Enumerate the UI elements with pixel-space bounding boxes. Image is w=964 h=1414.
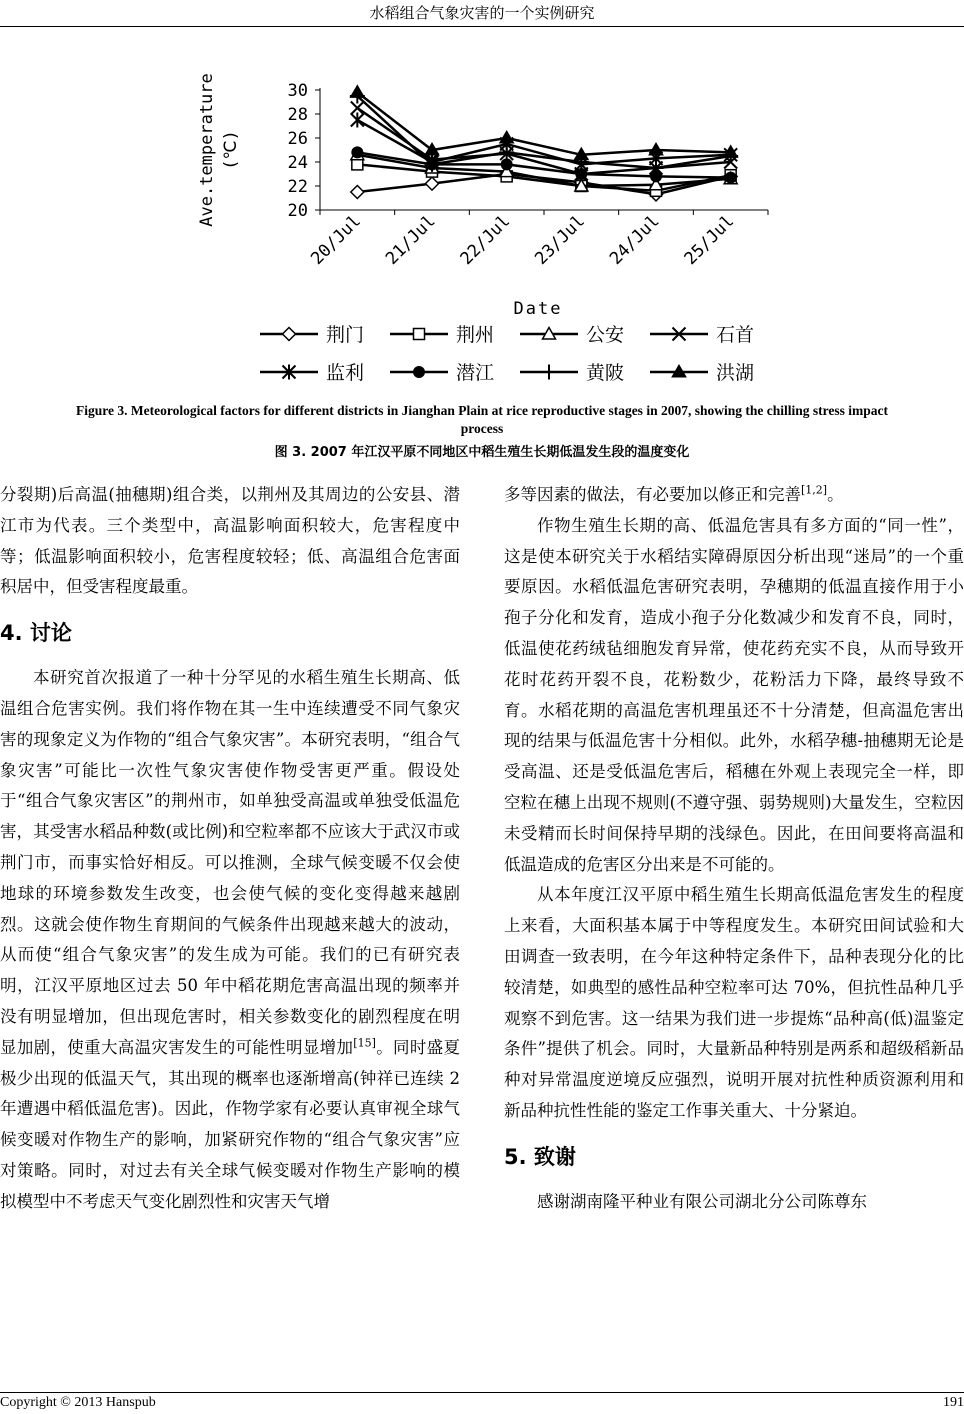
x-tick-label: 23/Jul bbox=[531, 211, 589, 269]
paragraph-text: 。同时盛夏极少出现的低温天气，其出现的概率也逐渐增高(钟祥已连续 2 年遭遇中稻低温危害)。因此，作物学家有必要认真审视全球气候变暖对作物生产的影响，加紧研究作物的“组合气象灾害”应对策略。同时，对过去有关全球气候变暖对作物生产影响的模拟模型中不考虑天气变化剧烈性和灾害天气增 bbox=[0, 1037, 461, 1211]
x-axis-title: Date bbox=[513, 299, 563, 319]
legend-entry bbox=[650, 362, 754, 384]
x-tick-label: 20/Jul bbox=[307, 211, 365, 269]
diamond-marker bbox=[426, 177, 439, 190]
filled-triangle-marker bbox=[500, 131, 514, 143]
y-tick-label: 28 bbox=[287, 105, 308, 125]
section-4-heading: 4. 讨论 bbox=[0, 621, 72, 646]
circle-marker bbox=[575, 168, 587, 180]
header-rule bbox=[0, 26, 964, 27]
square-marker bbox=[414, 329, 425, 340]
filled-triangle-marker bbox=[350, 85, 364, 97]
circle-marker bbox=[413, 366, 425, 378]
legend-label: 荆州 bbox=[456, 324, 495, 346]
legend-label: 公安 bbox=[586, 324, 625, 346]
paragraph-text: 本研究首次报道了一种十分罕见的水稻生殖生长期高、低温组合危害实例。我们将作物在其一生中连续遭受不同气象灾害的现象定义为作物的“组合气象灾害”。本研究表明，“组合气象灾害”可能比一次性气象灾害使作物受害更严重。假设处于“组合气象灾害区”的荆州市，如单独受高温或单独受低温危害，其受害水稻品种数(或比例)和空粒率都不应该大于武汉市或荆门市，而事实恰好相反。可以推测，全球气候变暖不仅会使地球的环境参数发生改变，也会使气候的变化变得越来越剧烈。这就会使作物生育期间的气候条件出现越来越大的波动，从而使“组合气象灾害”的发生成为可能。我们的已有研究表明，江汉平原地区过去 50 年中稻花期危害高温出现的频率并没有明显增加，但出现危害时，相关参数变化的剧烈程度在明显加剧，使重大高温灾害发生的可能性明显增加 bbox=[0, 668, 460, 1057]
diamond-marker bbox=[351, 186, 364, 199]
legend-label: 潜江 bbox=[456, 362, 495, 384]
paragraph: 从本年度江汉平原中稻生殖生长期高低温危害发生的程度上来看，大面积基本属于中等程度发生。本研究田间试验和大田调查一致表明，在今年这种特定条件下，品种表现分化的比较清楚，如典型的感性品种空粒率可达 70%，但抗性品种几乎观察不到危害。这一结果为我们进一步提炼“品种高(低)温鉴定条件”提供了机会。同时，大量新品种特别是两系和超级稻新品种对异常温度逆境反应强烈，说明开展对抗性种质资源利用和新品种抗性性能的鉴定工作事关重大、十分紧迫。 bbox=[504, 885, 964, 1120]
y-axis-title bbox=[197, 73, 241, 227]
star-marker bbox=[351, 113, 364, 128]
diamond-marker bbox=[283, 328, 296, 341]
footer-rule bbox=[0, 1392, 964, 1393]
x-tick-label: 24/Jul bbox=[605, 211, 664, 269]
right-column bbox=[504, 480, 964, 1218]
legend-entry bbox=[260, 324, 364, 346]
circle-marker bbox=[501, 158, 513, 170]
x-tick-label: 25/Jul bbox=[680, 211, 739, 269]
y-axis-title-line1: Ave.temperature bbox=[197, 73, 217, 227]
plus-marker bbox=[542, 365, 557, 380]
temperature-chart bbox=[180, 50, 790, 395]
figure-caption-en bbox=[0, 402, 964, 438]
x-tick-label: 21/Jul bbox=[381, 211, 440, 269]
y-axis-title-line2: (℃) bbox=[221, 130, 241, 170]
legend-entry bbox=[390, 362, 494, 384]
circle-marker bbox=[725, 172, 737, 184]
paragraph-text: 多等因素的做法，有必要加以修正和完善 bbox=[504, 485, 801, 504]
legend-label: 监利 bbox=[326, 362, 365, 384]
citation-1-2[interactable]: [1,2] bbox=[801, 483, 828, 497]
figure-caption-en-line1: Figure 3. Meteorological factors for different districts in Jianghan Plain at rice reproductive stages in 2007, showing the chilling stress impact bbox=[76, 403, 888, 418]
paragraph: 作物生殖生长期的高、低温危害具有多方面的“同一性”，这是使本研究关于水稻结实障碍原因分析出现“迷局”的一个重要原因。水稻低温危害研究表明，孕穗期的低温直接作用于小孢子分化和发育，造成小孢子分化数减少和发育不良，同时，低温使花药绒毡细胞发育异常，使花药充实不良，从而导致开花时花药开裂不良，花粉数少，花粉活力下降，最终导致不育。水稻花期的高温危害机理虽还不十分清楚，但高温危害出现的结果与低温危害十分相似。此外，水稻孕穗-抽穗期无论是受高温、还是受低温危害后，稻穗在外观上表现完全一样，即空粒在穗上出现不规则(不遵守强、弱势规则)大量发生，空粒因未受精而长时间保持早期的浅绿色。因此，在田间要将高温和低温造成的危害区分出来是不可能的。 bbox=[504, 515, 964, 874]
y-tick-label: 20 bbox=[287, 201, 308, 221]
paragraph-text: 。 bbox=[827, 485, 844, 504]
legend-label: 石首 bbox=[716, 324, 755, 346]
legend-entry bbox=[520, 324, 624, 346]
page-number: 191 bbox=[943, 1395, 964, 1410]
x-tick-label: 22/Jul bbox=[456, 211, 515, 269]
legend-label: 洪湖 bbox=[716, 362, 755, 384]
figure-caption-zh: 图 3. 2007 年江汉平原不同地区中稻生殖生长期低温发生段的温度变化 bbox=[274, 445, 690, 460]
citation-15[interactable]: [15] bbox=[353, 1036, 376, 1050]
y-tick-label: 24 bbox=[287, 153, 308, 173]
section-5-heading: 5. 致谢 bbox=[504, 1144, 576, 1169]
plot-area bbox=[288, 81, 768, 269]
legend-entry bbox=[390, 324, 494, 346]
footer-copyright: Copyright © 2013 Hanspub bbox=[0, 1395, 156, 1410]
legend-entry bbox=[650, 324, 754, 346]
left-column bbox=[0, 480, 460, 1218]
y-tick-label: 22 bbox=[287, 177, 308, 197]
legend bbox=[260, 324, 754, 384]
legend-entry bbox=[260, 362, 364, 384]
circle-marker bbox=[351, 146, 363, 158]
y-tick-label: 30 bbox=[287, 81, 308, 101]
paragraph: 感谢湖南隆平种业有限公司湖北分公司陈尊东 bbox=[537, 1191, 867, 1211]
series-diamond bbox=[351, 168, 737, 201]
paragraph bbox=[504, 480, 964, 511]
legend-label: 黄陂 bbox=[586, 362, 625, 384]
figure-caption-en-line2: process bbox=[460, 421, 504, 436]
legend-label: 荆门 bbox=[326, 324, 365, 346]
running-header: 水稻组合气象灾害的一个实例研究 bbox=[369, 4, 595, 22]
y-tick-label: 26 bbox=[287, 129, 308, 149]
legend-entry bbox=[520, 362, 624, 384]
paragraph: 分裂期)后高温(抽穗期)组合类，以荆州及其周边的公安县、潜江市为代表。三个类型中，高温影响面积较大，危害程度中等；低温影响面积较小，危害程度较轻；低、高温组合危害面积居中，但受害程度最重。 bbox=[0, 485, 460, 597]
paragraph bbox=[0, 663, 460, 1217]
